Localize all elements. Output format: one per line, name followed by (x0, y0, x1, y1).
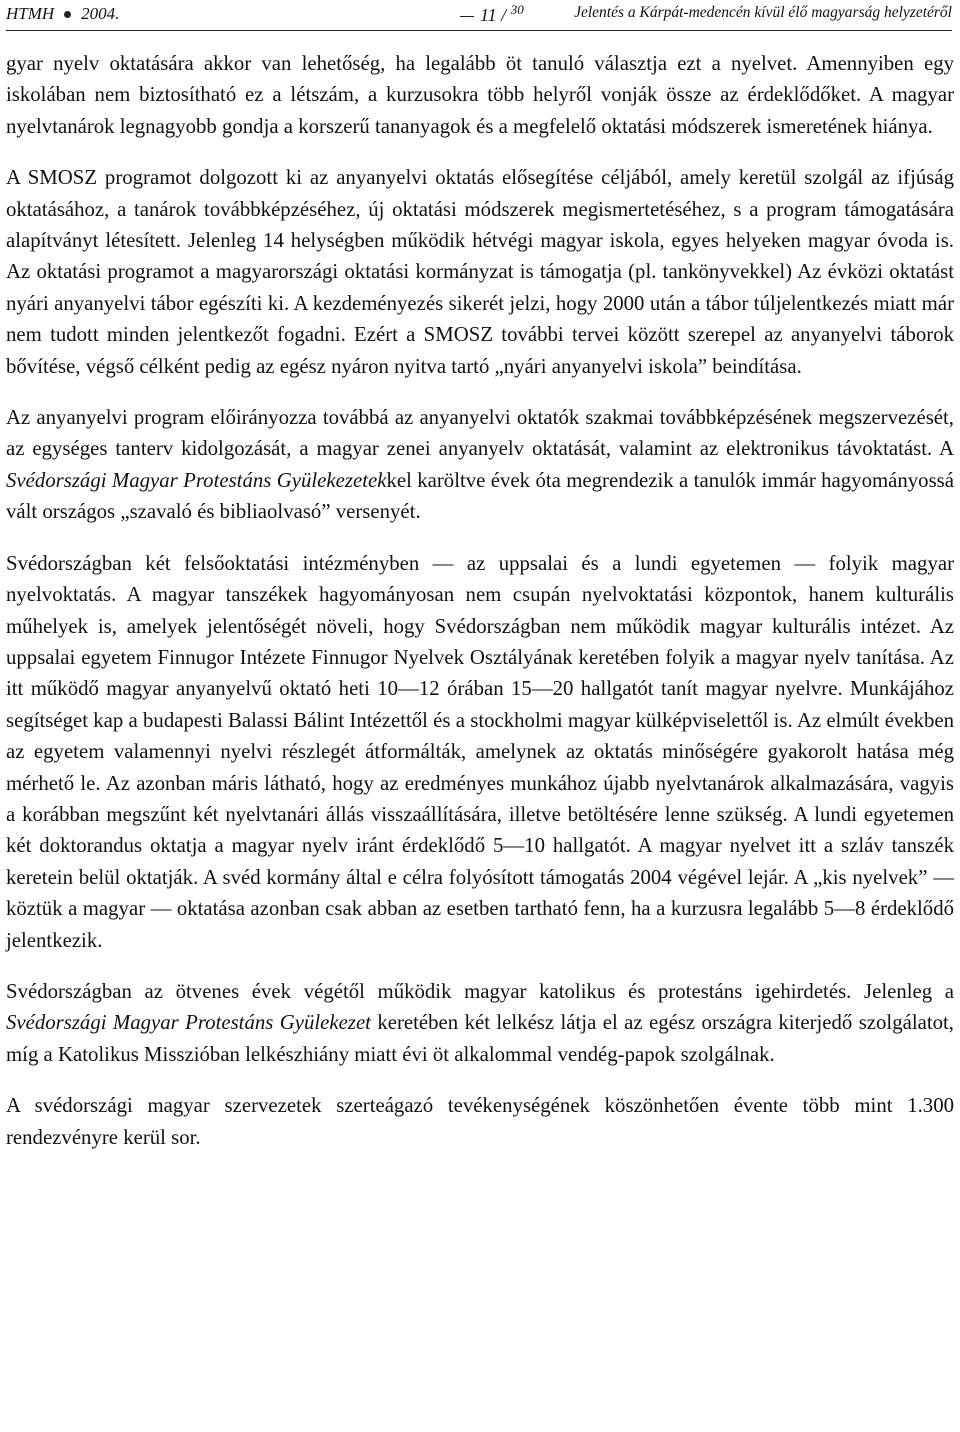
paragraph-3-end: kel karöltve évek óta megrendezik a tanulók immár hagyományossá vált országos „szavaló és bibliaolvasó” versenyét. (6, 468, 954, 524)
paragraph-6: A svédországi magyar szervezetek szerteágazó tevékenységének köszönhetően évente több mint 1.300 rendezvényre kerül sor. (6, 1094, 954, 1149)
bullet-separator (64, 11, 71, 18)
church-name-italic-2: Svédországi Magyar Protestáns Gyülekezet (6, 1011, 371, 1035)
paragraph-4: Svédországban két felsőoktatási intézményben — az uppsalai és a lundi egyetemen — folyik magyar nyelvoktatás. A magyar tanszékek hagyományosan nem csupán nyelvoktatási központok, hanem kulturális műhelyek is, amelyek jelentőségét növeli, hogy Svédországban nem működik magyar kulturális intézet. Az uppsalai egyetem Finnugor Intézete Finnugor Nyelvek Osztályának keretében folyik a magyar nyelv tanítása. Az itt működő magyar anyanyelvű oktató heti 10—12 órában 15—20 hallgatót tanít magyar nyelvre. Munkájához segítséget kap a budapesti Balassi Bálint Intézettől és a stockholmi magyar külképviselettől is. Az elmúlt években az egyetem valamennyi nyelvi részlegét átformálták, amelynek az oktatás minőségére gyakorolt hatása még mérhető le. Az azonban máris látható, hogy az eredményes munkához újabb nyelvtanárok alkalmazására, vagyis a korábban megszűnt két nyelvtanári állás visszaállítására, illetve betöltésére lenne szükség. A lundi egyetemen két doktorandus oktatja a magyar nyelv iránt érdeklődő 5—10 hallgatót. A magyar nyelvet itt a szláv tanszék keretein belül oktatják. A svéd kormány által e célra folyósított támogatás 2004 végével lejár. A „kis nyelvek” — köztük a magyar — oktatása azonban csak abban az esetben tartható fenn, ha a kurzusra legalább 5—8 érdeklődő jelentkezik. (6, 551, 954, 952)
paragraph-2: A SMOSZ programot dolgozott ki az anyanyelvi oktatás elősegítése céljából, amely keretül szolgál az ifjúság oktatásához, a tanárok továbbképzéséhez, új oktatási módszerek megismertetéséhez, s a program támogatására alapítványt létesített. Jelenleg 14 helységben működik hétvégi magyar iskola, egyes helyeken magyar óvoda is. Az oktatási programot a magyarországi oktatási kormányzat is támogatja (pl. tankönyvekkel) Az évközi oktatást nyári anyanyelvi tábor egészíti ki. A kezdeményezés sikerét jelzi, hogy 2000 után a tábor túljelentkezés miatt már nem tudott minden jelentkezőt fogadni. Ezért a SMOSZ további tervei között szerepel az anyanyelvi táborok bővítése, végső célként pedig az egész nyáron nyitva tartó „nyári anyanyelvi iskola” beindítása. (6, 166, 954, 378)
page-total: 30 (510, 2, 524, 17)
paragraph-1: gyar nyelv oktatására akkor van lehetőség, ha legalább öt tanuló választja ezt a nyelvet. Amennyiben egy iskolában nem biztosítható ez a létszám, a kurzusokra több helyről vonják össze az érdeklődőket. A magyar nyelvtanárok legnagyobb gondja a korszerű tananyagok és a megfelelő oktatási módszerek ismeretének hiánya. (6, 52, 954, 138)
page-current: 11 (480, 5, 497, 25)
running-title: Jelentés a Kárpát-medencén kívül élő magyarság helyzetéről (574, 4, 952, 21)
paragraph-5-end: keretében két lelkész látja el az egész országra kiterjedő szolgálatot, míg a Katolikus Misszióban lelkészhiány miatt évi öt alkalommal vendég-papok szolgálnak. (6, 1011, 954, 1066)
journal-year: 2004. (81, 4, 120, 23)
paragraph-3-start: Az anyanyelvi program előirányozza továbbá az anyanyelvi oktatók szakmai továbbképzésének megszervezését, az egységes tanterv kidolgozását, a magyar zenei anyanyelv oktatását, valamint az elektronikus távoktatást. A (6, 406, 954, 461)
running-header (6, 0, 952, 31)
page-dash (460, 16, 474, 17)
paragraph-3 (6, 402, 954, 528)
paragraph-5-start: Svédországban az ötvenes évek végétől működik magyar katolikus és protestáns igehirdetés. Jelenleg a (6, 979, 954, 1003)
church-name-italic: Svédországi Magyar Protestáns Gyülekezetek (6, 468, 387, 492)
journal-name: HTMH (6, 4, 55, 23)
header-left (6, 4, 119, 24)
paragraph-5 (6, 976, 954, 1070)
page-number: 11 / $^{30}$ (460, 2, 524, 26)
body-text (6, 48, 954, 1173)
